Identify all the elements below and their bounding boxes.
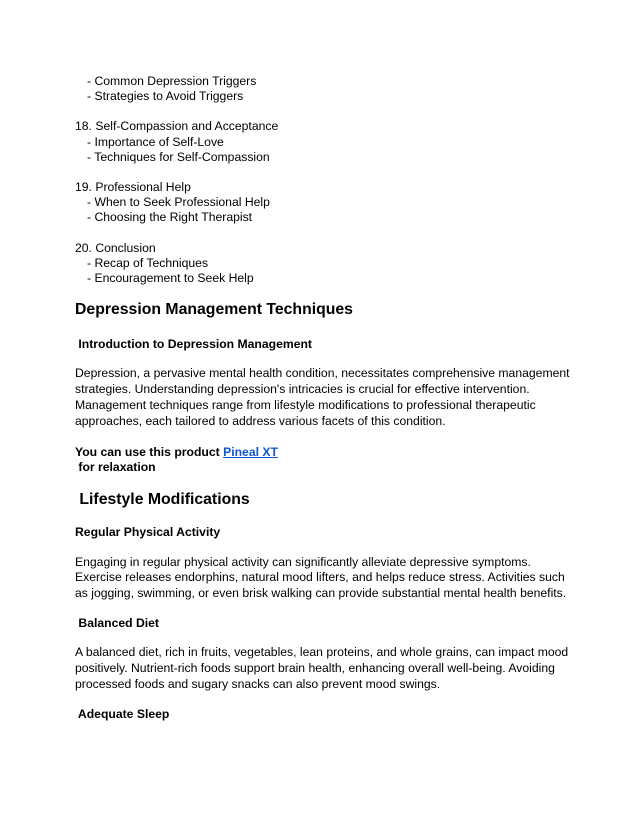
- subheading-balanced-diet: Balanced Diet: [75, 616, 159, 631]
- outline-sub: - When to Seek Professional Help: [87, 195, 270, 210]
- outline-sub: - Choosing the Right Therapist: [87, 210, 253, 225]
- outline-sub: - Strategies to Avoid Triggers: [87, 89, 244, 104]
- promo-block: [75, 445, 575, 476]
- physical-activity-paragraph: Engaging in regular physical activity can significantly alleviate depressive symptoms. Exercise releases endorphins, natural mood lifters, and helps reduce stress. Activities such as jogging, swimming, or even brisk walking can provide substantial mental health benefits.: [75, 554, 567, 601]
- intro-paragraph: Depression, a pervasive mental health condition, necessitates comprehensive management strategies. Understanding depression's intricacies is crucial for effective intervention. Management techniques range from lifestyle modifications to professional therapeutic approaches, each tailored to address various facets of this condition.: [75, 366, 570, 428]
- subheading-physical-activity: Regular Physical Activity: [75, 525, 221, 540]
- outline-gap: [75, 226, 575, 241]
- outline-sub: - Importance of Self-Love: [87, 134, 224, 149]
- outline-sub: - Encouragement to Seek Help: [87, 271, 254, 286]
- outline-item: 19. Professional Help: [75, 180, 191, 195]
- promo-prefix: You can use this product: [75, 444, 224, 459]
- section-heading-lifestyle: Lifestyle Modifications: [75, 491, 250, 509]
- outline-gap: [75, 104, 575, 119]
- outline-sub: - Recap of Techniques: [87, 255, 209, 270]
- outline-gap: [75, 165, 575, 180]
- outline-sub: - Techniques for Self-Compassion: [87, 149, 270, 164]
- outline-item: 18. Self-Compassion and Acceptance: [75, 119, 279, 134]
- promo-suffix: for relaxation: [75, 460, 156, 475]
- outline-item: 20. Conclusion: [75, 240, 156, 255]
- document-page: [75, 74, 575, 722]
- section-heading-depression-management: Depression Management Techniques: [75, 301, 353, 319]
- subheading-adequate-sleep: Adequate Sleep: [75, 706, 170, 721]
- subheading-introduction: Introduction to Depression Management: [75, 337, 312, 352]
- balanced-diet-paragraph: A balanced diet, rich in fruits, vegetables, lean proteins, and whole grains, can impact mood positively. Nutrient-rich foods support brain health, enhancing overall well-being. Avoiding processed foods and sugary snacks can also prevent mood swings.: [75, 645, 569, 691]
- outline-list: [75, 74, 575, 286]
- pineal-xt-link[interactable]: Pineal XT: [223, 444, 278, 459]
- outline-sub: - Common Depression Triggers: [87, 74, 257, 88]
